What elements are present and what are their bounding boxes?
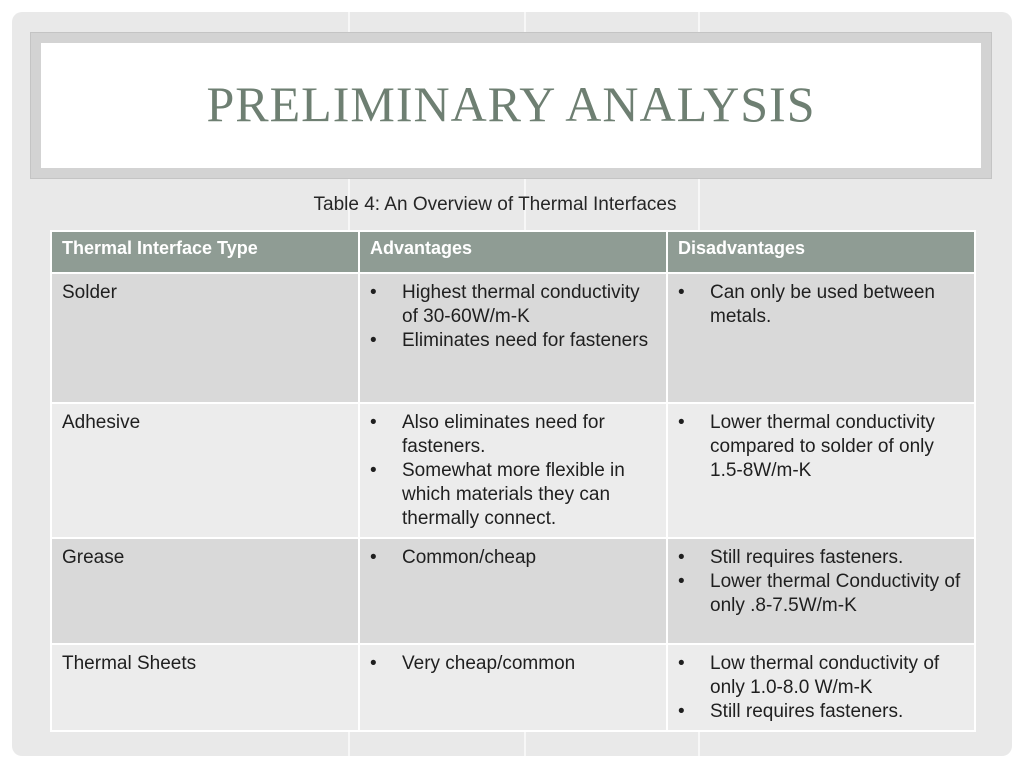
cell-advantages	[359, 644, 667, 731]
thermal-interface-table	[50, 230, 976, 732]
title-frame	[30, 32, 992, 179]
advantages-list	[370, 411, 656, 531]
disadvantages-list	[678, 546, 964, 618]
list-item: • Common/cheap	[370, 546, 656, 570]
list-item: • Still requires fasteners.	[678, 546, 964, 570]
advantages-list	[370, 281, 656, 353]
table-row	[51, 644, 975, 731]
slide	[12, 12, 1012, 756]
list-item: • Somewhat more flexible in which materials they can thermally connect.	[370, 459, 656, 531]
cell-advantages	[359, 403, 667, 538]
cell-type: Grease	[51, 538, 359, 644]
cell-type: Solder	[51, 273, 359, 403]
table-header-row	[51, 231, 975, 273]
table-caption	[12, 194, 1012, 216]
header-type: Thermal Interface Type	[51, 231, 359, 273]
advantages-list	[370, 546, 656, 570]
header-advantages: Advantages	[359, 231, 667, 273]
slide-title: PRELIMINARY ANALYSIS	[206, 75, 816, 132]
list-item: • Also eliminates need for fasteners.	[370, 411, 656, 459]
list-item: • Still requires fasteners.	[678, 700, 964, 724]
list-item: • Eliminates need for fasteners	[370, 329, 656, 353]
cell-advantages	[359, 538, 667, 644]
list-item: • Can only be used between metals.	[678, 281, 964, 329]
advantages-list	[370, 652, 656, 676]
cell-advantages	[359, 273, 667, 403]
list-item: • Lower thermal Conductivity of only .8-7.5W/m-K	[678, 570, 964, 618]
table-caption-text: Table 4: An Overview of Thermal Interfaces	[313, 194, 677, 215]
table-row	[51, 538, 975, 644]
cell-type: Adhesive	[51, 403, 359, 538]
list-item: • Lower thermal conductivity compared to solder of only 1.5-8W/m-K	[678, 411, 964, 483]
cell-type: Thermal Sheets	[51, 644, 359, 731]
table-row	[51, 403, 975, 538]
list-item: • Low thermal conductivity of only 1.0-8.0 W/m-K	[678, 652, 964, 700]
disadvantages-list	[678, 411, 964, 483]
list-item: • Highest thermal conductivity of 30-60W/m-K	[370, 281, 656, 329]
cell-disadvantages	[667, 273, 975, 403]
cell-disadvantages	[667, 403, 975, 538]
header-disadvantages: Disadvantages	[667, 231, 975, 273]
disadvantages-list	[678, 652, 964, 724]
table-row	[51, 273, 975, 403]
title-box	[41, 43, 981, 168]
list-item: • Very cheap/common	[370, 652, 656, 676]
disadvantages-list	[678, 281, 964, 329]
cell-disadvantages	[667, 644, 975, 731]
cell-disadvantages	[667, 538, 975, 644]
